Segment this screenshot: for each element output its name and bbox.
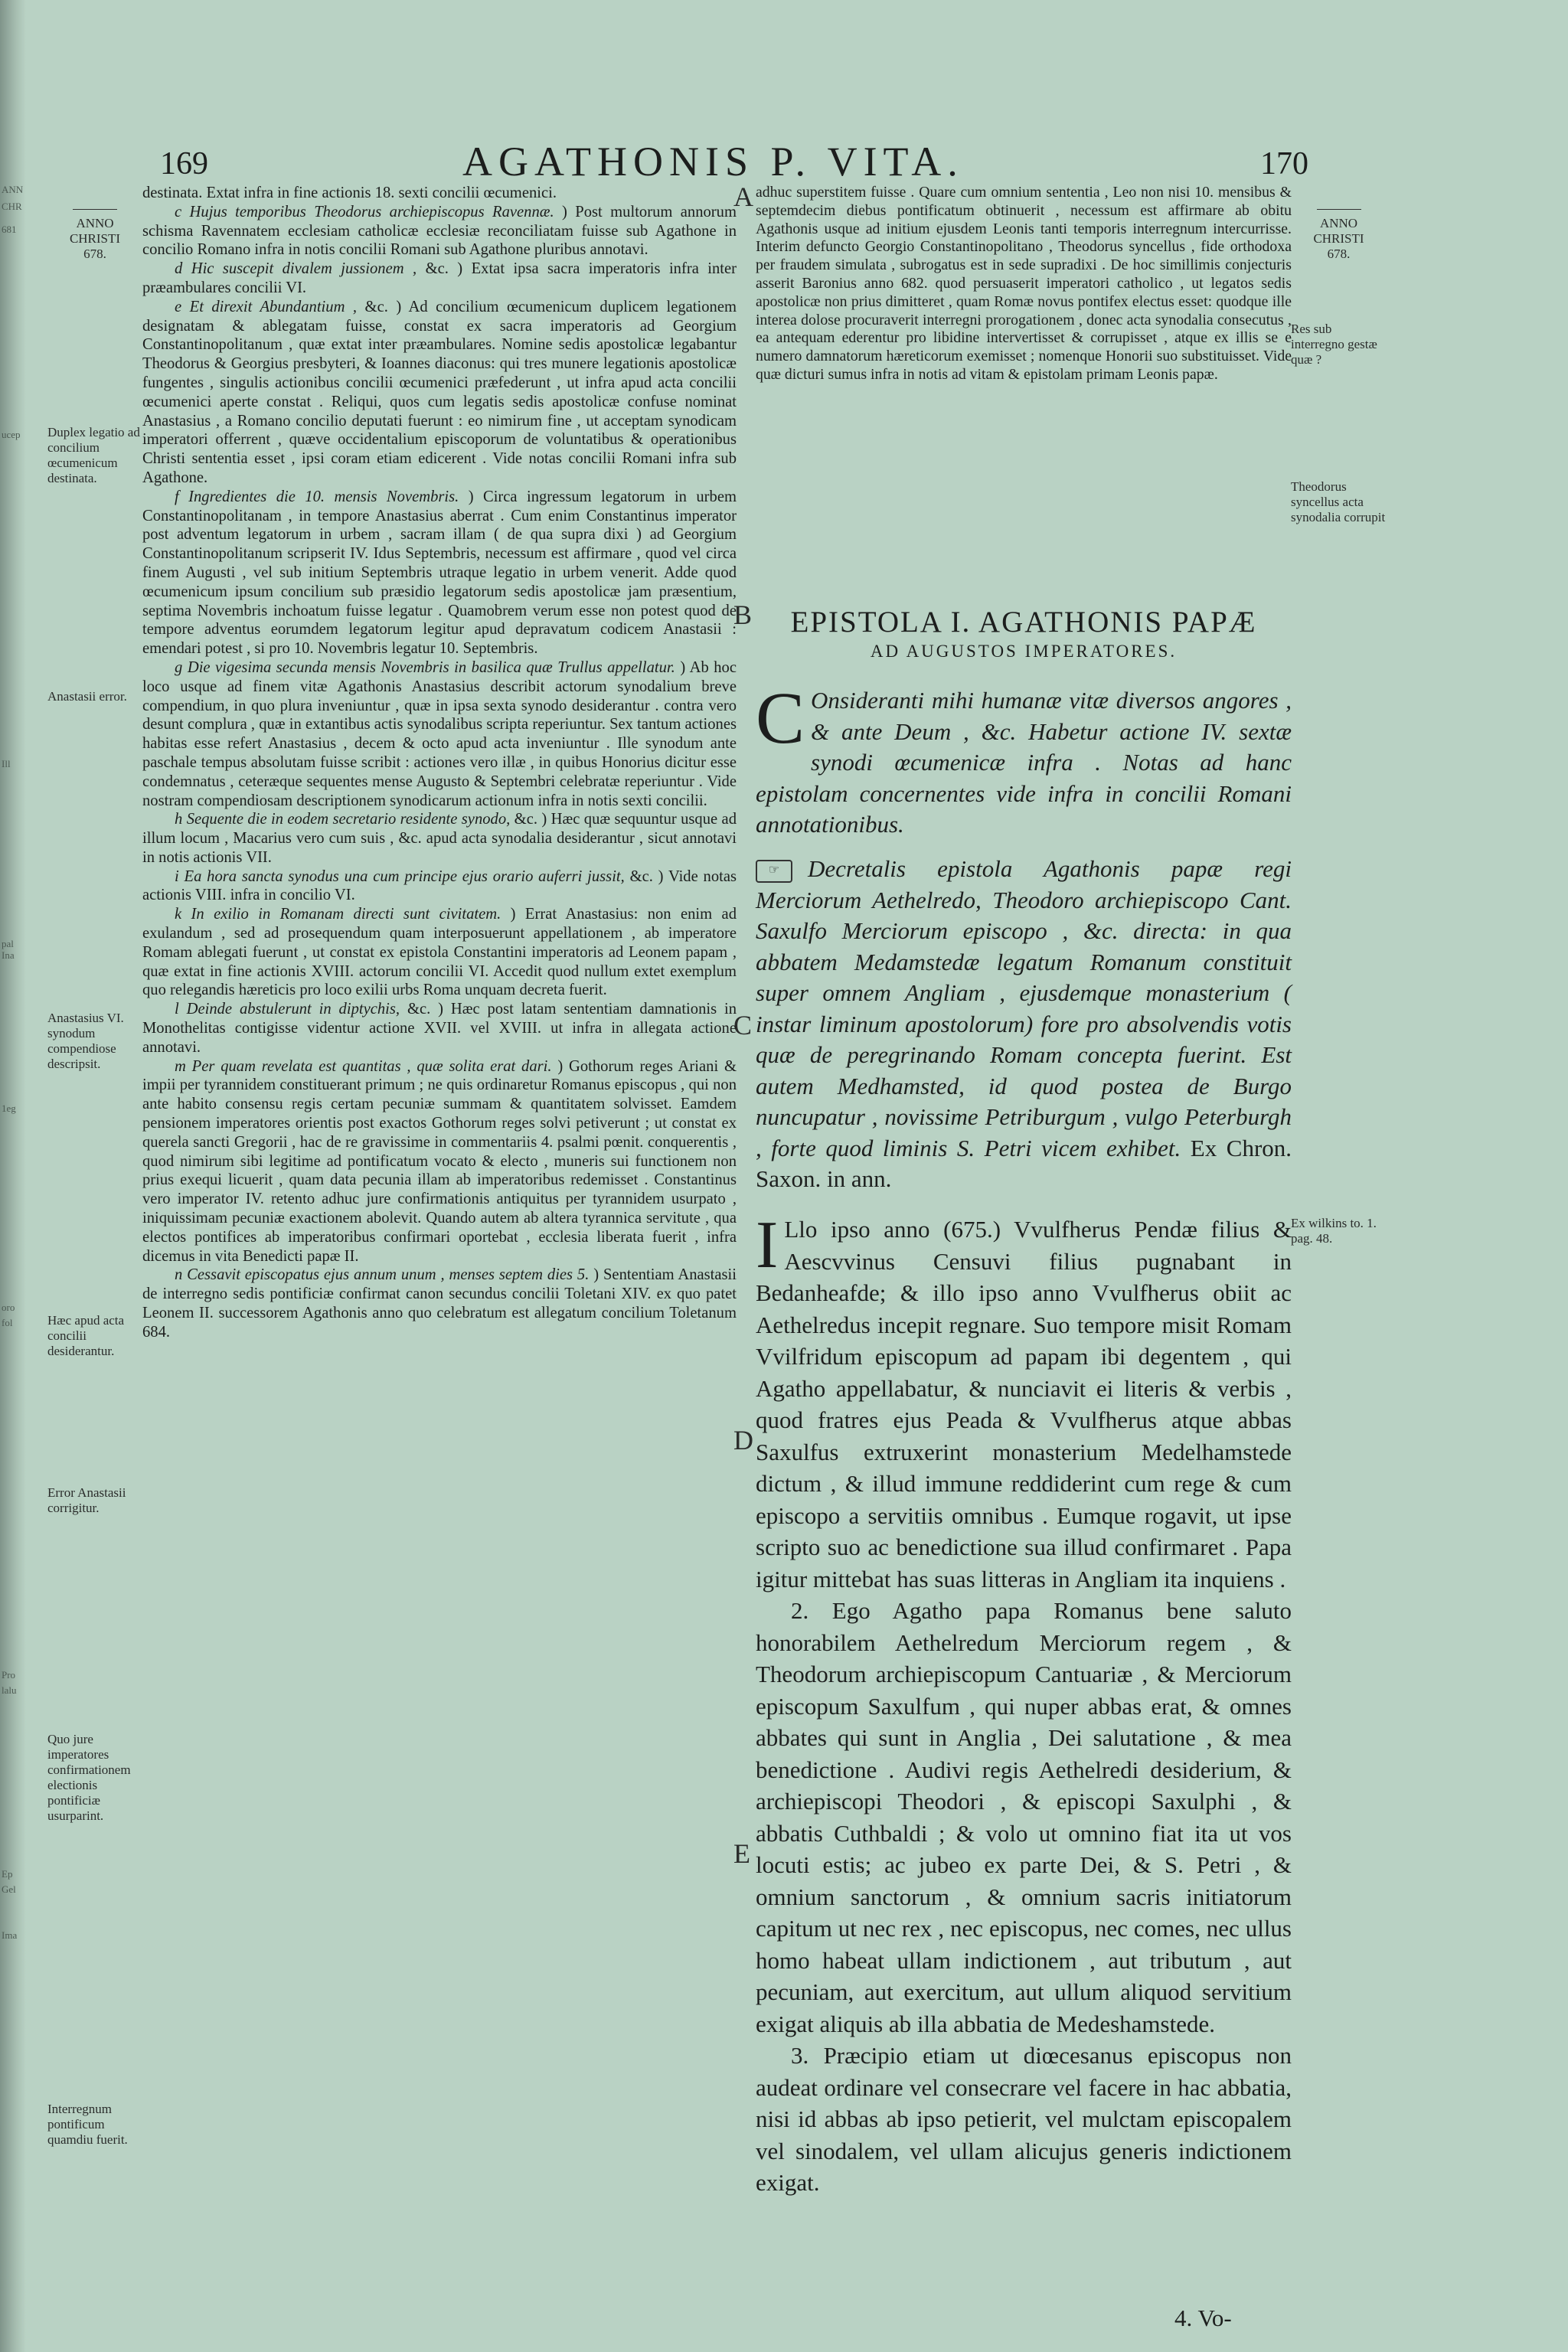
rule — [1317, 209, 1361, 210]
note-paragraph: destinata. Extat infra in fine actionis 18. sexti concilii œcumenici. — [142, 185, 557, 201]
margin-note-duplex: Duplex legatio ad concilium œcumenicum destinata. — [47, 425, 140, 485]
bleed-fragment: 1eg — [2, 1102, 16, 1114]
page-number-left: 169 — [160, 146, 208, 181]
epistola-title: EPISTOLA I. AGATHONIS PAPÆ — [790, 606, 1257, 639]
margin-note-theodorus: Theodorus syncellus acta synodalia corrupit — [1291, 479, 1386, 524]
bleed-fragment: pal — [2, 938, 14, 949]
book-page — [26, 0, 1568, 2352]
note-text: ) Gothorum reges Ariani & impii per tyrannidem constituerant primum ; ne quis ordinaretur Romanus episcopus , qui non ante habito consensu regis certam pecuniæ summam & quantitatem solvisset. Eamdem pensionem imperatores orientis post exactos Gothorum reges solvi petiverunt ; ut constat ex querela sancti Gregorii , hac de re gravissime in commentariis 4. psalmi pœnit. conquerentis , quod nimirum sibi legitime ad pontificatum vocato & electo , muneris sui functionem non prius exequi licuerit , quam data pecunia illam ab imperatoribus redemisset . Constantinus vero imperator IV. retento adhuc jure confirmationis antiquitus per tyrannidem usurpato , iniquissimam pecuniæ exactionem abolevit. Quando autem ab altera tyrannica servitute , qua electos pontifices ab imperatoribus confirmari oportebat , ecclesia liberata fuerit , infra dicemus in vita Benedicti papæ II. — [142, 1057, 737, 1265]
note-text: ) Ab hoc loco usque ad finem vitæ Agathonis Anastasius describit actorum synodalium breve compendium, in quo plura inveniuntur , quæ in ipsa sexta synodo desiderantur . contra vero desunt complura , quæ in extantibus actis synodalibus scripta reperiuntur. Sex tantum actiones habitas esse refert Anastasius , decem & octo apud acta inveniuntur . Ille synodum ante paschale tempus absolutam fuisse scribit : actiones vero illæ , in quibus Honorius dicitur esse condemnatus , ceteræque sequentes mense Augusto & Septembri celebratæ reperiuntur . Vide nostram compendiosam descriptionem synodicarum actionum infra in notis sexti concilii. — [142, 658, 737, 809]
decretal-source: Ex Chron. Saxon. in ann. — [756, 1134, 1292, 1192]
note-paragraph — [142, 488, 737, 658]
bleed-fragment: lalu — [2, 1684, 17, 1696]
note-text: &c. ) Vide notas actionis VIII. infra in concilio VI. — [142, 867, 737, 904]
note-paragraph — [142, 1000, 737, 1057]
drop-cap: C — [756, 677, 805, 759]
bleed-fragment: Ima — [2, 1929, 18, 1941]
bleed-fragment: Pro — [2, 1669, 16, 1681]
margin-anno-left — [47, 201, 142, 262]
note-lemma: h Sequente die in eodem secretario residente synodo, — [175, 811, 511, 828]
note-paragraph — [142, 1057, 737, 1266]
paragraph-2: 2. Ego Agatho papa Romanus bene saluto honorabilem Aethelredum Merciorum regem , & Theodorum archiepiscopum Cantuariæ , & Merciorum episcopum Saxulfum , qui nuper abbas erat, & omnes abbates qui sunt in Anglia , Dei salutatione , & mea benedictione . Audivi regis Aethelredi desiderium, & archiepiscopi Theodori , & episcopi Saxulphi , & abbatis Cuthbaldi ; & volo ut omnino fiat ita ut vos locuti estis; ac jubeo ex parte Dei, & S. Petri , & omnium sanctorum , & omnium sacris initiatorum capitum ut nec rex , nec episcopus, nec comes, nec ullus homo habeat ullam indictionem , aut tributum , aut pecuniam, aut exercitum, aut ullum aliquod servitium exigat aliquis ab illa abbatia de Medeshamstede. — [756, 1597, 1292, 2037]
bleed-fragment: Ep — [2, 1868, 13, 1880]
note-text: ) Errat Anastasius: non enim ad exulandum , sed ad prosequendum quam interposuerunt appellationem , ab imperatore Romam ablegati fuerunt , ut constat ex epistola Constantini imperatoris ad Leonem papam , quæ extat in fine actionis XVIII. actorum concilii VI. Accedit quod nullum extet exemplum quo relegandis hæreticis pro loco exilii urbs Roma unquam decreta fuerit. — [142, 906, 737, 999]
decretal-text: Decretalis epistola Agathonis papæ regi Merciorum Aethelredo, Theodoro archiepiscopo Cant. Saxulfo Merciorum episcopo , &c. directa: in qua abbatem Medamstedæ legatum Romanum constituit super omnem Angliam , ejusdemque monasterium ( instar liminum apostolorum) fore pro absolvendis votis quæ de peregrinando Romam concepta fuerint. Est autem Medhamsted, id quod postea de Burgo nuncupatur , novissime Petriburgum , vulgo Peterburgh , forte quod liminis S. Petri vicem exhibet. — [756, 855, 1292, 1161]
bleed-fragment: ANN — [2, 184, 24, 195]
epistola-subtitle: AD AUGUSTOS IMPERATORES. — [870, 642, 1178, 661]
intro-text: Onsideranti mihi humanæ vitæ diversos angores , & ante Deum , &c. Habetur actione IV. sextæ synodi œcumenicæ infra . Notas ad hanc epistolam concernentes vide infra in concilii Romani annotationibus. — [756, 687, 1292, 838]
note-lemma: k In exilio in Romanam directi sunt civitatem. — [175, 906, 501, 923]
chronicle-text — [756, 1208, 1292, 2199]
note-lemma: e Et direxit Abundantium , — [175, 298, 358, 315]
note-lemma: i Ea hora sancta synodus una cum principe ejus orario auferri jussit, — [175, 867, 625, 885]
bleed-fragment: Gel — [2, 1883, 16, 1895]
book-binding — [0, 0, 26, 2352]
note-lemma: c Hujus temporibus Theodorus archiepiscopus Ravennæ. — [175, 203, 554, 220]
bleed-fragment: CHR — [2, 201, 22, 212]
bleed-fragment: ucep — [2, 429, 21, 440]
right-column-text: adhuc superstitem fuisse . Quare cum omnium sententia , Leo non nisi 10. mensibus & septemdecim diebus pontificatum obtinuerit , necessum est affirmare ab obitu Agathonis usque ad initium ejusdem Leonis tanti temporis interregnum intercurrisse. Interim defuncto Georgio Constantinopolitano , Theodorus syncellus , fide orthodoxa per fraudem simulata , subrogatus est in sede supradixi . De hoc simillimis conjecturis asserit Baronius anno 682. quod persuaserit imperatori catholico , ut legatos sedis apostolicæ non prius dimitteret , quam Romæ novus pontifex electus esset: quodque ille interea dolose procuraverit interregni prorogationem , donec acta synodalia consecutus , ea antequam ederentur pro libidine intervertisset & corrupisset , atque ex illis se e numero damnatorum hæreticorum exemisset ; nomenque Honorii suo substituisset. Vide quæ dicturi sumus infra in notis ad vitam & epistolam primam Leonis papæ. — [756, 184, 1292, 383]
section-letter-b: B — [733, 599, 753, 630]
note-lemma: f Ingredientes die 10. mensis Novembris. — [175, 488, 459, 505]
anno-label: ANNO — [76, 216, 114, 230]
note-paragraph — [142, 905, 737, 1000]
note-lemma: n Cessavit episcopatus ejus annum unum , menses septem dies 5. — [175, 1266, 590, 1284]
note-paragraph — [142, 298, 737, 488]
bleed-fragment: oro — [2, 1302, 15, 1313]
christi-label: CHRISTI — [69, 231, 121, 246]
paragraph-1-text: Llo ipso anno (675.) Vvulfherus Pendæ filius & Aescvvinus Censuvi filius pugnabant in Bedanheafde; & illo ipso anno Vvulfherus obiit ac Aethelredus incepit regnare. Suo tempore misit Romam Vvilfridum episcopum ad papam ibi degentem , qui Agatho appellabatur, & nunciavit ei literis & verbis , quod fratres ejus Peada & Vvulfherus atque abbas Saxulfus extruxerint monasterium Medelhamstede dictum , & illud immune reddiderint cum rege & cum episcopo a servitiis omnibus . Eumque rogavit, ut ipse scripto suo ac benedictione sua illud confirmaret . Papa igitur mittebat has suas litteras in Angliam ita inquiens . — [756, 1216, 1292, 1592]
margin-note-anastasius-compendium: Anastasius VI. synodum compendiose descripsit. — [47, 1011, 124, 1071]
year-label: 678. — [1327, 247, 1351, 261]
note-paragraph — [142, 203, 737, 260]
note-text: &c. ) Hæc post latam sententiam damnationis in Monothelitas contigisse videntur actione XVII. vel XVIII. ut infra in allegata actione annotavi. — [142, 1001, 737, 1056]
section-letter-d: D — [733, 1425, 753, 1455]
epistola-heading — [756, 605, 1292, 663]
note-text: &c. ) Ad concilium œcumenicum duplicem legationem designatam & ablegatam fuisse, constat ex sacra imperatoris ad Georgium Constantinopolitanum , quæ extat inter præambulares. Nomine sedis apostolicæ legabantur Theodorus & Georgius presbyteri, & Ioannes diaconus: qui tres munere legationis apostolicæ fungentes , singulis actionibus concilii œcumenici præfederunt , ut infra apud acta concilii œcumenici aperte constat . Reliqui, quos cum legatis sedis apostolicæ confuse nominat Anastasius , a Romano concilio deputati fuerunt : eo nimirum fine , ut acceptam synodicam imperatori offerrent , quæve occidentalium episcoporum de voluntatibus & operationibus Christi sententia esset , ipsi coram etiam edicerent . Vide notas concilii Romani infra sub Agathone. — [142, 298, 737, 486]
anno-label: ANNO — [1319, 216, 1358, 230]
section-letter-c: C — [733, 1010, 753, 1040]
note-lemma: g Die vigesima secunda mensis Novembris in basilica quæ Trullus appellatur. — [175, 658, 675, 676]
margin-note-anastasius-error: Anastasii error. — [47, 689, 127, 704]
note-paragraph — [142, 810, 737, 867]
decretal-summary — [756, 854, 1292, 1195]
page-title: AGATHONIS P. VITA. — [462, 139, 964, 185]
christi-label: CHRISTI — [1313, 231, 1364, 246]
note-text: ) Sententiam Anastasii de interregno sedis pontificiæ confirmat canon secundus concilii Toletani XIV. ex quo patet Leonem II. successorem Agathonis anno quo celebratum est allegatum concilium Toletanum 684. — [142, 1266, 737, 1341]
bleed-fragment: fol — [2, 1317, 13, 1328]
catchword: 4. Vo- — [1174, 2305, 1232, 2331]
rule — [73, 209, 117, 210]
note-text: ) Circa ingressum legatorum in urbem Constantinopolitanam , in tempore Anastasius aberrat . Cum enim Constantinus imperator post adventum legatorum in urbem , sacram illam ( de qua supra dixi ) ad Georgium Constantinopolitanum scripserit IV. Idus Septembris, necessum est affirmare , quod vel circa finem Augusti , vel sub initium Septembris utraque legatio in urbem venerit. Adde quod œcumenicum ipsum concilium sub præsidio legatorum sedis apostolicæ jam præsentium, septima Novembris inchoatum fuisse legatur . Quamobrem verum esse non potest quod de tempore adventus eorumdem legatorum legitur apud depravatum codicem Anastasii : emendari potest , si pro 10. Novembris legatur 10. Septembris. — [142, 488, 737, 658]
note-paragraph — [142, 867, 737, 906]
paragraph-1 — [756, 1208, 1292, 1595]
note-lemma: l Deinde abstulerunt in diptychis, — [175, 1001, 400, 1018]
note-paragraph — [142, 260, 737, 298]
margin-note-wilkins: Ex wilkins to. 1. pag. 48. — [1291, 1216, 1377, 1246]
section-letter-e: E — [733, 1838, 750, 1869]
epistola-intro — [756, 677, 1292, 841]
drop-cap: I — [756, 1208, 779, 1282]
margin-note-res: Res sub interregno gestæ quæ ? — [1291, 322, 1377, 367]
note-text: ) Post multorum annorum schisma Ravennatem ecclesiam catholicæ ecclesiæ reconciliatam fuisse sub Agathone in concilio Romano infra in notis concilii Romani sub Agathone pluribus annotavi. — [142, 203, 737, 259]
note-lemma: d Hic suscepit divalem jussionem , — [175, 260, 417, 278]
left-column-notes — [142, 184, 737, 1342]
bleed-fragment: Ina — [2, 949, 15, 961]
note-paragraph — [142, 1266, 737, 1341]
note-lemma: m Per quam revelata est quantitas , quæ solita erat dari. — [175, 1057, 552, 1075]
paragraph-3: 3. Præcipio etiam ut diœcesanus episcopus non audeat ordinare vel consecrare vel facere in hac abbatia, nisi id abbas ab ipso petierit, vel mulctam episcopalem vel sinodalem, vel ullam alicujus generis indictionem exigat. — [756, 2042, 1292, 2196]
pointing-hand-icon: ☞ — [756, 860, 792, 883]
page-number-right: 170 — [1260, 146, 1308, 181]
margin-note-interregnum: Interregnum pontificum quamdiu fuerit. — [47, 2102, 128, 2147]
bleed-fragment: Ill — [2, 758, 11, 769]
margin-note-error: Error Anastasii corrigitur. — [47, 1485, 126, 1515]
section-letter-a: A — [733, 181, 753, 212]
note-text: &c. ) Hæc quæ sequuntur usque ad illum locum , Macarius vero cum suis , &c. apud acta synodalia desiderantur , sicut annotavi in notis actionis VII. — [142, 811, 737, 866]
bleed-fragment: 681 — [2, 224, 17, 235]
margin-note-haec: Hæc apud acta concilii desiderantur. — [47, 1313, 125, 1358]
margin-note-quo-jure: Quo jure imperatores confirmationem electionis pontificiæ usurparint. — [47, 1732, 131, 1823]
note-text: &c. ) Extat ipsa sacra imperatoris infra inter præambulares concilii VI. — [142, 260, 737, 296]
margin-anno-right — [1291, 201, 1387, 262]
note-paragraph — [142, 658, 737, 810]
year-label: 678. — [83, 247, 106, 261]
